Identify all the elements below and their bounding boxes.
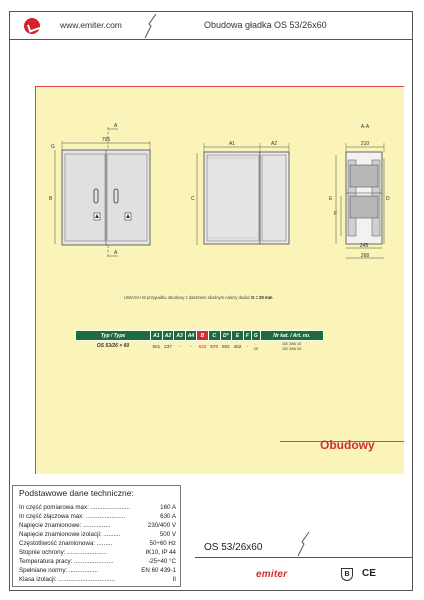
cell-g-top: -: [255, 341, 257, 346]
ce-mark-icon: CE: [362, 568, 376, 579]
cell-f: -: [246, 343, 249, 349]
col-g: G: [251, 331, 260, 341]
col-f: F: [243, 331, 251, 341]
section-title: A-A: [360, 124, 370, 130]
document-title: Obudowa gładka OS 53/26x60: [204, 20, 327, 30]
section-label-bottom: A: [114, 250, 118, 256]
tech-row: In część pomiarowa max: ....................... 160 A: [19, 504, 176, 511]
tech-row: Temperatura pracy: ....................... -25÷40 °C: [19, 558, 176, 565]
section-view: [329, 124, 390, 259]
col-type: Typ / Type: [76, 331, 151, 341]
tech-row: Spełniane normy: ................. EN 60 439-1: [19, 567, 176, 574]
dim-e-label: E: [329, 196, 333, 202]
spec-table: [75, 330, 324, 351]
cell-art-no-top: GE 286 10: [282, 341, 302, 346]
col-e: E: [232, 331, 244, 341]
cell-art-no: [260, 341, 323, 352]
cell-d: 602: [222, 343, 230, 349]
col-a3: A3: [174, 331, 185, 341]
cell-g: [251, 341, 260, 352]
dim-d-label: D: [386, 196, 390, 202]
dim-a1-label: A1: [228, 141, 236, 147]
cell-c: 570: [210, 343, 218, 349]
col-art-no: Nr kat. / Art. no.: [260, 331, 323, 341]
side-view: [191, 141, 289, 245]
cell-a2: 237: [164, 343, 172, 349]
category-label: Obudowy: [320, 438, 375, 452]
cell-art-no-bottom: GE 286 20: [282, 346, 302, 351]
tech-row: Częstotliwość znamionowa: ......... 50÷60 Hz: [19, 540, 176, 547]
front-view: [49, 123, 150, 258]
col-a2: A2: [162, 331, 174, 341]
dim-c-label: C: [191, 196, 195, 202]
col-a1: A1: [151, 331, 163, 341]
table-row: [76, 341, 324, 352]
spec-table-header: [76, 331, 324, 341]
cell-a1: 501: [152, 343, 161, 349]
dim-f-label: F: [334, 211, 338, 217]
product-divider: [195, 557, 413, 558]
dim-a2-label: A2: [270, 141, 278, 147]
dim-210-label: 210: [360, 141, 370, 147]
cell-b: 620: [198, 343, 207, 349]
product-name: OS 53/26x60: [204, 542, 263, 553]
tech-row: Stopnie ochrony: ....................... IK10, IP 44: [19, 549, 176, 556]
cell-type: OS 53/26 × 60: [96, 343, 130, 349]
b-certificate-icon: B: [341, 568, 353, 581]
cell-a4: -: [190, 343, 192, 349]
cell-a3: -: [178, 343, 181, 349]
col-c: C: [208, 331, 220, 341]
tech-row: In część złączowa max: ....................... 630 A: [19, 513, 176, 520]
section-label-top: A: [114, 123, 118, 129]
installation-note: [124, 295, 334, 300]
dim-245-label: 245: [359, 243, 369, 249]
website-link[interactable]: www.emiter.com: [60, 20, 122, 30]
col-d: D*: [220, 331, 232, 341]
col-b: B: [197, 331, 209, 341]
tech-data-title: Podstawowe dane techniczne:: [19, 488, 134, 498]
tech-row: Napięcie znamionowe izolacji: .......... 500 V: [19, 531, 176, 538]
zigzag-divider-icon: [296, 530, 312, 558]
dim-268-label: 268: [360, 253, 370, 259]
cell-g-bottom: 20: [253, 346, 259, 351]
note-text: UWAGA! W przypadku obudowy z daszkiem skośnym należy dodać: [124, 295, 252, 300]
tech-data-box: [12, 485, 181, 587]
height-label: B: [49, 196, 53, 202]
emiter-logo: emiter: [256, 569, 288, 580]
front-width-label: 795: [101, 137, 111, 143]
cell-e: 452: [233, 343, 242, 349]
col-a4: A4: [185, 331, 196, 341]
tech-row: Klasa izolacji: ................................. II: [19, 576, 176, 583]
depth-label: G: [51, 144, 55, 150]
tech-row: Napięcie znamionowe: ................ 230/400 V: [19, 522, 176, 529]
note-bold: G = 20 mm: [251, 295, 273, 300]
